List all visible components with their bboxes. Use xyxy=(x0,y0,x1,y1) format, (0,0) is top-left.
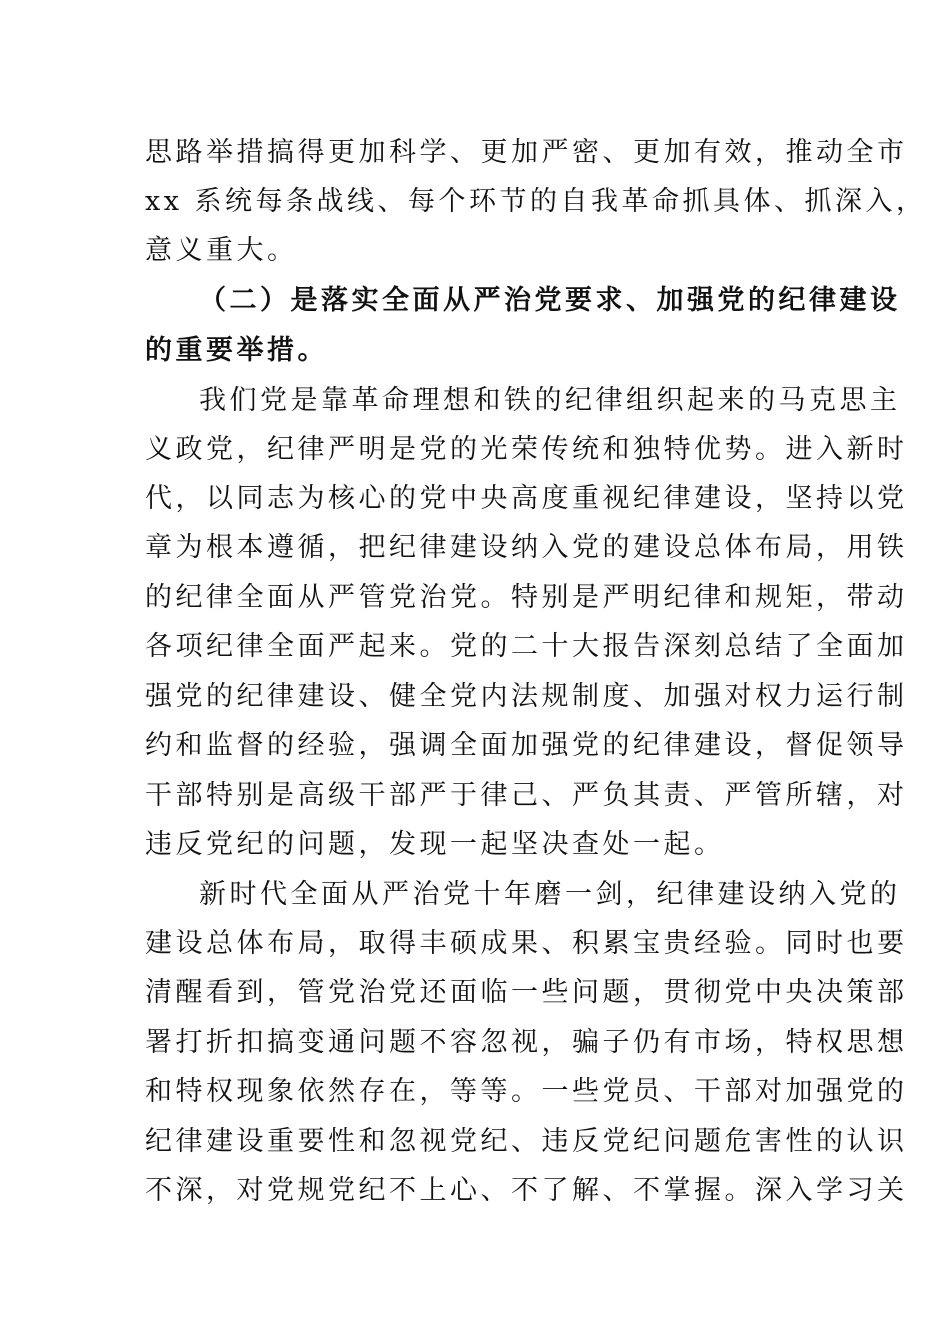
paragraph-line: 的纪律全面从严管党治党。特别是严明纪律和规矩，带动 xyxy=(145,582,908,613)
section-heading-line: 的重要举措。 xyxy=(145,335,328,366)
paragraph-line: 约和监督的经验，强调全面加强党的纪律建设，督促领导 xyxy=(145,730,908,761)
paragraph-line: xx 系统每条战线、每个环节的自我革命抓具体、抓深入， xyxy=(145,186,927,217)
paragraph-line: 清醒看到，管党治党还面临一些问题，贯彻党中央决策部 xyxy=(145,977,908,1008)
paragraph-line: 违反党纪的问题，发现一起坚决查处一起。 xyxy=(145,829,725,860)
paragraph-line: 建设总体布局，取得丰硕成果、积累宝贵经验。同时也要 xyxy=(145,928,908,959)
paragraph-line: 纪律建设重要性和忽视党纪、违反党纪问题危害性的认识 xyxy=(145,1126,908,1157)
paragraph-line: 署打折扣搞变通问题不容忽视，骗子仍有市场，特权思想 xyxy=(145,1027,908,1058)
paragraph-line: 思路举措搞得更加科学、更加严密、更加有效，推动全市 xyxy=(145,137,908,168)
paragraph-line: 章为根本遵循，把纪律建设纳入党的建设总体布局，用铁 xyxy=(145,532,908,563)
paragraph-line: 和特权现象依然存在，等等。一些党员、干部对加强党的 xyxy=(145,1076,908,1107)
paragraph-line: 强党的纪律建设、健全党内法规制度、加强对权力运行制 xyxy=(145,681,908,712)
paragraph-line: 干部特别是高级干部严于律己、严负其责、严管所辖，对 xyxy=(145,780,908,811)
section-heading-line: （二）是落实全面从严治党要求、加强党的纪律建设 xyxy=(199,285,901,316)
paragraph-line: 代，以同志为核心的党中央高度重视纪律建设，坚持以党 xyxy=(145,483,908,514)
paragraph-line: 我们党是靠革命理想和铁的纪律组织起来的马克思主 xyxy=(199,385,901,416)
paragraph-line: 各项纪律全面严起来。党的二十大报告深刻总结了全面加 xyxy=(145,631,908,662)
paragraph-line: 不深，对党规党纪不上心、不了解、不掌握。深入学习关 xyxy=(145,1175,908,1206)
paragraph-line: 意义重大。 xyxy=(145,235,298,266)
paragraph-line: 义政党，纪律严明是党的光荣传统和独特优势。进入新时 xyxy=(145,434,908,465)
paragraph-line: 新时代全面从严治党十年磨一剑，纪律建设纳入党的 xyxy=(199,879,901,910)
